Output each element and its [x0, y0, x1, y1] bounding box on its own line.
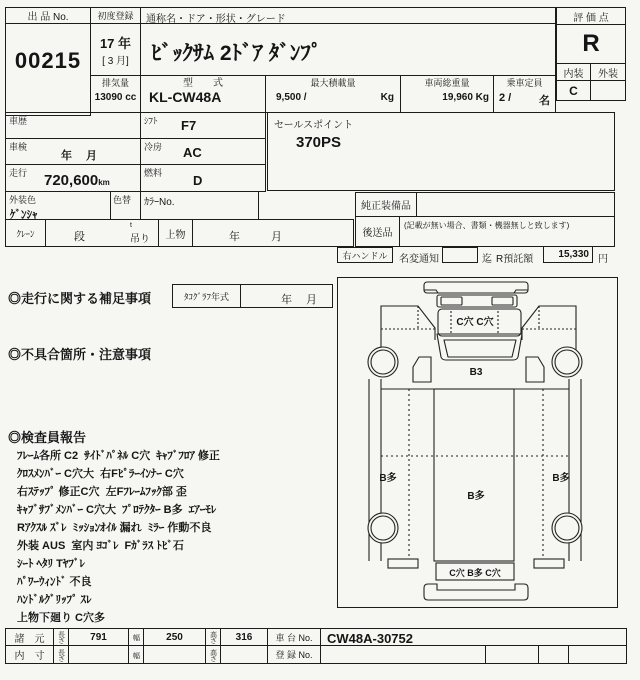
inner-dims-label: 内 寸	[5, 645, 54, 664]
sales-point-value: 370PS	[296, 134, 342, 151]
gross-weight-label: 車両総重量	[424, 78, 470, 88]
inner-height-label	[205, 645, 221, 664]
front-bumper	[424, 282, 528, 293]
inner-width-label	[128, 645, 144, 664]
until-label: 迄	[482, 254, 492, 265]
windshield-damage-mark: B3	[469, 367, 483, 378]
first-reg-year: 17 年	[99, 35, 132, 51]
lot-no-header: 出 品 No.	[5, 7, 91, 24]
sales-point-label: セールスポイント	[274, 120, 354, 131]
inner-length-label	[53, 645, 69, 664]
inner-width-value	[143, 645, 206, 664]
handle-box: 右ハンドル	[337, 247, 393, 263]
height-label	[205, 628, 221, 646]
cab-damage-marks: C穴 C穴	[456, 317, 494, 328]
first-reg-header: 初度登録	[90, 7, 141, 24]
color-label: 外装色	[9, 195, 37, 205]
deposit-value: 15,330	[558, 249, 589, 260]
mileage-label: 走行	[9, 168, 28, 178]
fuel-cell	[140, 164, 266, 192]
inspection-value: 年 月	[61, 150, 98, 162]
defects-heading: ◎不具合箇所・注意事項	[8, 347, 152, 362]
gross-weight-cell	[400, 75, 494, 113]
lot-no-box	[5, 23, 91, 116]
fuel-label: 燃料	[144, 168, 163, 178]
grade-header: 評 価 点	[556, 7, 626, 25]
dims-label: 諸 元	[5, 628, 54, 646]
color-value: ｹﾞﾝｼｬ	[10, 209, 38, 221]
exterior-grade	[590, 80, 626, 101]
displacement-label: 排気量	[101, 78, 129, 88]
interior-header: 内装	[556, 63, 591, 81]
lot-no-value: 00215	[14, 48, 82, 73]
crane-ton-label: t	[130, 222, 132, 229]
tachograph-value: 年 月	[281, 294, 318, 306]
later-delivery-note-box	[399, 216, 615, 247]
crane-cell: ｸﾚｰﾝ	[5, 219, 46, 247]
mileage-cell	[5, 164, 141, 192]
displacement-value: 13090 cc	[94, 92, 137, 103]
right-damage-mark: B多	[552, 473, 570, 484]
tachograph-label: ﾀｺｸﾞﾗﾌ年式	[172, 284, 241, 308]
inner-length-label-text: 長さ	[57, 648, 65, 661]
gross-weight-value: 19,960 Kg	[442, 92, 489, 103]
name-change-box	[442, 247, 478, 263]
oem-equipment-value	[416, 192, 615, 217]
height-label-text: 高さ	[209, 631, 217, 643]
history-label: 車歴	[9, 116, 28, 126]
length-label	[53, 628, 69, 646]
crane-spec-cell	[45, 219, 159, 247]
chassis-no-label: 車 台 No.	[267, 628, 321, 646]
report-line: ｸﾛｽﾒﾝﾊﾞｰ C穴大 右Fﾋﾟﾗｰｲﾝﾅｰ C穴	[17, 468, 184, 480]
cargo-bed	[434, 389, 514, 561]
max-load-unit: Kg	[380, 92, 394, 103]
vehicle-name-box	[140, 23, 556, 76]
fuel-value: D	[193, 173, 203, 188]
mileage-value: 720,600km	[44, 172, 110, 189]
model-label: 型 式	[183, 78, 223, 89]
model-value: KL-CW48A	[149, 89, 222, 105]
max-load-cell	[265, 75, 401, 113]
first-reg-month: [ 3 月]	[102, 55, 129, 67]
history-cell	[5, 112, 141, 139]
report-line: ﾊﾟﾜｰｳｨﾝﾄﾞ 不良	[17, 576, 92, 588]
reg-no-label: 登 録 No.	[267, 645, 321, 664]
mileage-unit: km	[98, 178, 110, 187]
ac-value: AC	[183, 145, 202, 160]
max-load-label: 最大積載量	[310, 78, 356, 88]
left-step	[413, 357, 431, 382]
length-label-text: 長さ	[57, 631, 65, 643]
rear-damage-marks: C穴 B多 C穴	[449, 568, 501, 578]
report-line: ﾌﾚｰﾑ各所 C2 ｻｲﾄﾞﾊﾟﾈﾙ C穴 ｷｬﾌﾞﾌﾛｱ 修正	[17, 450, 220, 462]
reg-cell-4	[568, 645, 627, 664]
crane-lift-label: 吊り	[130, 234, 150, 245]
width-value: 250	[143, 628, 206, 646]
ac-label: 冷房	[144, 142, 163, 152]
interior-grade: C	[556, 80, 591, 101]
report-line: Rｱｸｽﾙ ｽﾞﾚ ﾐｯｼｮﾝｵｲﾙ 漏れ ﾐﾗｰ 作動不良	[17, 522, 212, 534]
chassis-no-text: CW48A-30752	[327, 631, 413, 646]
repaint-cell	[110, 191, 141, 220]
capacity-label: 乗車定員	[506, 78, 543, 88]
shift-cell	[140, 112, 266, 139]
inner-length-value	[68, 645, 129, 664]
shift-label: ｼﾌﾄ	[144, 116, 158, 126]
deposit-label: R預託額	[496, 254, 534, 265]
sales-point-box	[267, 112, 615, 191]
deposit-box	[543, 246, 593, 263]
mileage-note-heading: ◎走行に関する補足事項	[8, 291, 152, 306]
report-line: ｷｬﾌﾞｻﾌﾞﾒﾝﾊﾞｰ C穴大 ﾌﾟﾛﾃｸﾀｰ B多 ｴｱｰﾓﾚ	[17, 504, 217, 516]
reg-cell-3	[538, 645, 569, 664]
capacity-unit: 名	[539, 95, 550, 107]
color-no-cell	[140, 191, 259, 220]
length-value: 791	[68, 628, 129, 646]
windshield	[437, 334, 522, 360]
color-no-label: ｶﾗｰNo.	[144, 197, 175, 208]
capacity-value: 2 /	[499, 92, 512, 104]
report-line: ﾊﾝﾄﾞﾙｸﾞﾘｯﾌﾟ ｽﾚ	[17, 594, 92, 606]
height-value: 316	[220, 628, 268, 646]
name-change-label: 名変通知	[399, 254, 439, 265]
exterior-header: 外装	[590, 63, 626, 81]
left-damage-mark: B多	[379, 473, 397, 484]
report-line: 上物下廻り C穴多	[17, 612, 105, 624]
vehicle-name-header-label: 通称名・ドア・形状・グレード	[146, 14, 286, 25]
later-delivery-note: (記載が無い場合、書類・機器無しと致します)	[404, 221, 570, 230]
inspection-label: 車検	[9, 142, 28, 152]
chassis-no-value	[320, 628, 627, 646]
right-step	[526, 357, 544, 382]
grade-value: R	[556, 24, 626, 64]
shift-value: F7	[181, 118, 197, 133]
later-delivery-label: 後送品	[355, 216, 400, 247]
tachograph-value-box	[240, 284, 333, 308]
inner-width-label-text: 幅	[132, 651, 140, 658]
rear-bumper	[424, 584, 528, 600]
oem-equipment-label: 純正装備品	[355, 192, 417, 217]
reg-no-value	[320, 645, 486, 664]
width-label-text: 幅	[132, 634, 140, 640]
center-damage-mark: B多	[467, 491, 485, 502]
body-year-label: 年	[229, 231, 240, 243]
body-yearmonth-cell	[192, 219, 354, 247]
color-cell	[5, 191, 111, 220]
yen-label: 円	[598, 254, 608, 265]
reg-cell-2	[485, 645, 539, 664]
inspector-report	[17, 447, 337, 627]
report-line: ｼｰﾄ ﾍﾀﾘ Tﾔﾌﾞﾚ	[17, 558, 85, 570]
inner-height-label-text: 高さ	[209, 648, 217, 661]
displacement-cell	[90, 75, 141, 113]
model-cell	[140, 75, 266, 113]
inner-height-value	[220, 645, 268, 664]
body-month-label: 月	[271, 231, 282, 243]
width-label	[128, 628, 144, 646]
crane-stage-label: 段	[74, 231, 85, 243]
vehicle-name: ﾋﾞｯｸｻﾑ 2ﾄﾞｱ ﾀﾞﾝﾌﾟ	[151, 42, 322, 65]
truck-top-view	[338, 278, 617, 607]
body-cell: 上物	[158, 219, 193, 247]
max-load-value: 9,500 /	[276, 92, 307, 103]
repaint-label: 色替	[113, 195, 132, 205]
damage-diagram-box	[337, 277, 618, 608]
ac-cell	[140, 138, 266, 165]
capacity-cell	[493, 75, 556, 113]
inspector-heading: ◎検査員報告	[8, 430, 87, 445]
vehicle-name-header	[140, 7, 556, 24]
report-line: 外装 AUS 室内 ﾖｺﾞﾚ Fｶﾞﾗｽ ﾄﾋﾞ石	[17, 540, 184, 552]
inspection-cell	[5, 138, 141, 165]
first-reg-box	[90, 23, 141, 76]
report-line: 右ｽﾃｯﾌﾟ 修正C穴 左Fﾌﾚｰﾑﾌｯｸ部 歪	[17, 486, 187, 498]
